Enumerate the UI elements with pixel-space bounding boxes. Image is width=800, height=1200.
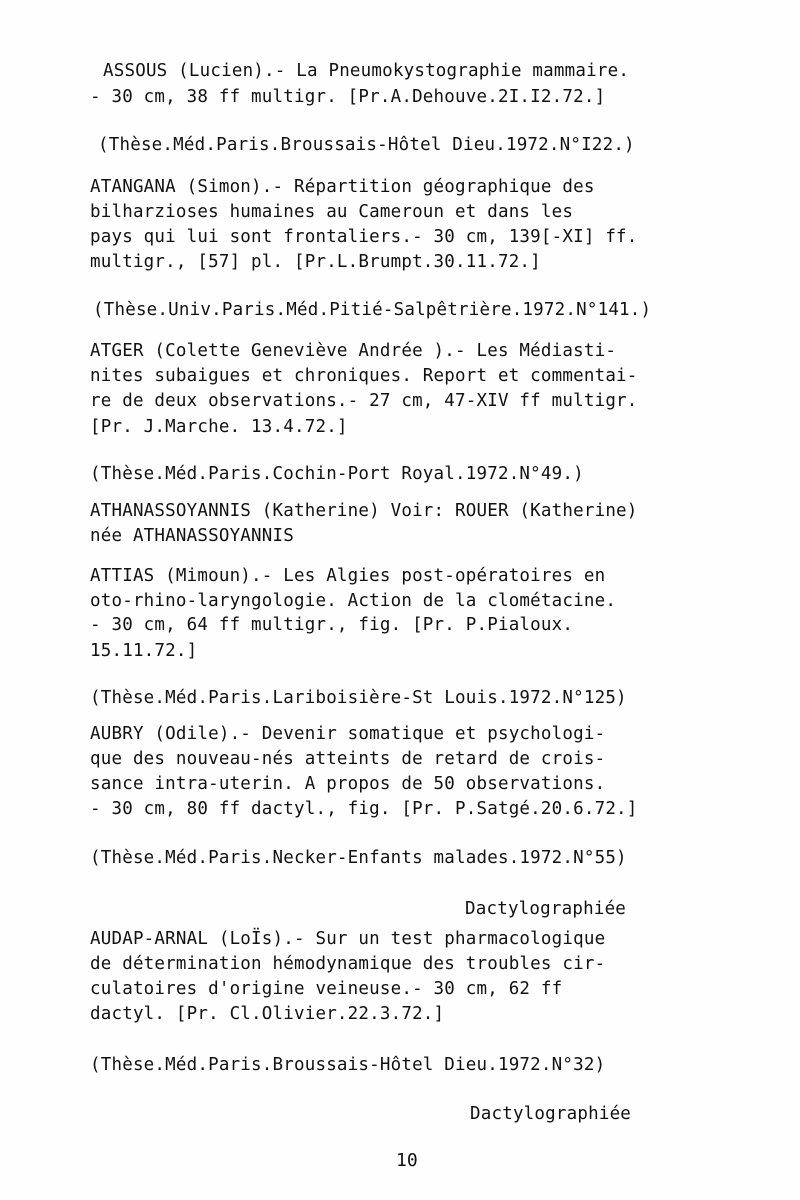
- entry-line: que des nouveau-nés atteints de retard de crois-: [90, 749, 606, 769]
- entry-line: AUDAP-ARNAL (LoÏs).- Sur un test pharmacologique: [90, 929, 606, 949]
- entry-line: ASSOUS (Lucien).- La Pneumokystographie mammaire.: [103, 61, 630, 81]
- typescript-note: Dactylographiée: [470, 1104, 632, 1124]
- entry-line: bilharzioses humaines au Cameroun et dans les: [90, 202, 574, 222]
- entry-line: multigr., [57] pl. [Pr.L.Brumpt.30.11.72.]: [90, 252, 541, 272]
- entry-line: née ATHANASSOYANNIS: [90, 526, 294, 546]
- entry-line: [Pr. J.Marche. 13.4.72.]: [90, 417, 348, 437]
- thesis-line: (Thèse.Méd.Paris.Broussais-Hôtel Dieu.1972.N°I22.): [98, 135, 635, 155]
- entry-line: - 30 cm, 64 ff multigr., fig. [Pr. P.Pialoux.: [90, 615, 574, 635]
- entry-line: culatoires d'origine veineuse.- 30 cm, 62 ff: [90, 979, 563, 999]
- entry-line: ATTIAS (Mimoun).- Les Algies post-opératoires en: [90, 566, 606, 586]
- thesis-line: (Thèse.Méd.Paris.Cochin-Port Royal.1972.N°49.): [90, 464, 584, 484]
- entry-line: dactyl. [Pr. Cl.Olivier.22.3.72.]: [90, 1004, 445, 1024]
- entry-line: nites subaigues et chroniques. Report et commentai-: [90, 366, 638, 386]
- thesis-line: (Thèse.Méd.Paris.Broussais-Hôtel Dieu.1972.N°32): [90, 1055, 606, 1075]
- entry-line: pays qui lui sont frontaliers.- 30 cm, 139[-XI] ff.: [90, 227, 638, 247]
- entry-line: ATANGANA (Simon).- Répartition géographique des: [90, 177, 595, 197]
- thesis-line: (Thèse.Méd.Paris.Lariboisière-St Louis.1972.N°125): [90, 688, 627, 708]
- thesis-line: (Thèse.Méd.Paris.Necker-Enfants malades.1972.N°55): [90, 848, 627, 868]
- entry-line: ATHANASSOYANNIS (Katherine) Voir: ROUER (Katherine): [90, 501, 638, 521]
- page-number: 10: [396, 1150, 418, 1171]
- thesis-line: (Thèse.Univ.Paris.Méd.Pitié-Salpêtrière.1972.N°141.): [93, 300, 652, 320]
- entry-line: re de deux observations.- 27 cm, 47-XIV ff multigr.: [90, 391, 638, 411]
- entry-line: sance intra-uterin. A propos de 50 observations.: [90, 774, 606, 794]
- entry-line: - 30 cm, 80 ff dactyl., fig. [Pr. P.Satgé.20.6.72.]: [90, 799, 638, 819]
- entry-line: oto-rhino-laryngologie. Action de la clométacine.: [90, 591, 617, 611]
- entry-line: de détermination hémodynamique des troubles cir-: [90, 954, 606, 974]
- entry-line: 15.11.72.]: [90, 641, 198, 661]
- typescript-note: Dactylographiée: [465, 899, 627, 919]
- entry-line: AUBRY (Odile).- Devenir somatique et psychologi-: [90, 724, 606, 744]
- entry-line: - 30 cm, 38 ff multigr. [Pr.A.Dehouve.2I.I2.72.]: [90, 87, 606, 107]
- entry-line: ATGER (Colette Geneviève Andrée ).- Les Médiasti-: [90, 341, 617, 361]
